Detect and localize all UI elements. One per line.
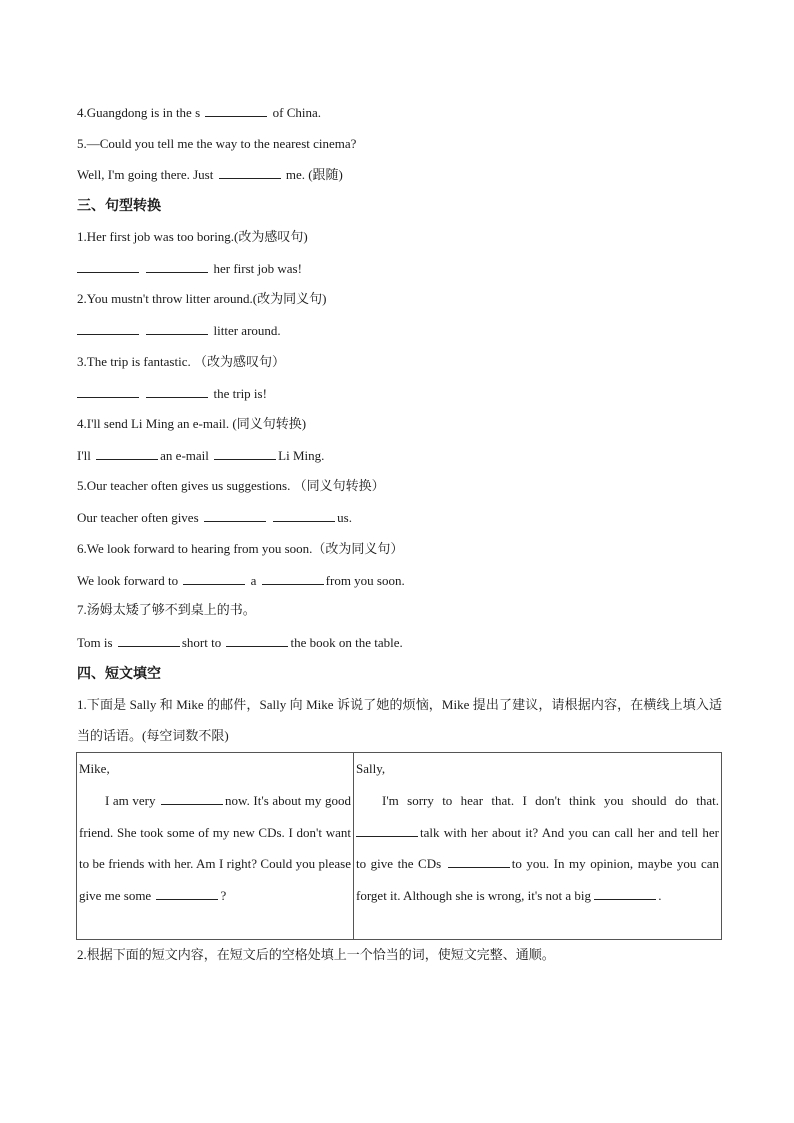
email-text: to you. In my opinion, maybe you can forget it. Although she is wrong, it's not a big — [356, 856, 720, 903]
answer-text: from you soon. — [325, 573, 405, 588]
question-3-4: 4.I'll send Li Ming an e-mail. (同义句转换) — [77, 416, 307, 431]
answer-3-3 — [77, 385, 267, 403]
email-table — [76, 752, 722, 940]
answer-blank[interactable] — [161, 792, 223, 805]
email-mike — [77, 753, 354, 940]
answer-blank[interactable] — [77, 385, 139, 398]
email-greeting: Mike, — [79, 761, 110, 776]
question-3-1: 1.Her first job was too boring.(改为感叹句) — [77, 229, 308, 244]
answer-text: us. — [337, 510, 352, 525]
answer-3-1 — [77, 260, 302, 278]
answer-blank[interactable] — [214, 447, 276, 460]
question-3-5: 5.Our teacher often gives us suggestions. （同义句转换） — [77, 478, 385, 493]
answer-text: Our teacher often gives — [77, 510, 199, 525]
q4-text-after: of China. — [272, 105, 322, 120]
q4-text-before: 4.Guangdong is in the s — [77, 105, 201, 120]
answer-text: a — [250, 573, 257, 588]
q5-answer-before: Well, I'm going there. Just — [77, 167, 214, 182]
email-text: I'm sorry to hear that. I don't think you should do that. — [382, 793, 719, 808]
answer-blank[interactable] — [219, 166, 281, 179]
answer-3-7 — [77, 634, 403, 652]
answer-blank[interactable] — [594, 887, 656, 900]
answer-blank[interactable] — [146, 260, 208, 273]
email-text: talk with her about it? And you can call her and tell her to give the CDs — [356, 824, 719, 871]
answer-text: litter around. — [213, 323, 281, 338]
answer-blank[interactable] — [204, 509, 266, 522]
answer-text: I'll — [77, 448, 91, 463]
question-3-2: 2.You mustn't throw litter around.(改为同义句) — [77, 291, 327, 306]
answer-3-6 — [77, 572, 405, 590]
answer-text: Tom is — [77, 635, 113, 650]
answer-blank[interactable] — [226, 634, 288, 647]
answer-text: short to — [181, 635, 222, 650]
answer-3-4 — [77, 447, 324, 465]
answer-blank[interactable] — [146, 322, 208, 335]
answer-blank[interactable] — [146, 385, 208, 398]
question-3-3: 3.The trip is fantastic. （改为感叹句） — [77, 354, 285, 369]
answer-blank[interactable] — [205, 104, 267, 117]
answer-blank[interactable] — [96, 447, 158, 460]
question-2-4 — [77, 104, 321, 122]
answer-blank[interactable] — [77, 260, 139, 273]
answer-blank[interactable] — [156, 887, 218, 900]
answer-3-2 — [77, 322, 281, 340]
answer-blank[interactable] — [262, 572, 324, 585]
answer-blank[interactable] — [183, 572, 245, 585]
answer-blank[interactable] — [118, 634, 180, 647]
email-text: now. It's about my good friend. She took some of my new CDs. I don't want to be friends with her. Am I right? Could you please give me some — [79, 793, 351, 903]
answer-text: her first job was! — [213, 261, 302, 276]
email-text: ? — [220, 887, 227, 903]
answer-text: the trip is! — [213, 386, 267, 401]
part4-intro: 1.下面是 Sally 和 Mike 的邮件，Sally 向 Mike 诉说了她的烦恼，Mike 提出了建议，请根据内容，在横线上填入适当的话语。(每空词数不限) — [77, 697, 722, 743]
section-heading-4: 四、短文填空 — [77, 666, 161, 682]
q5-answer-after: me. (跟随) — [285, 167, 343, 182]
email-greeting: Sally, — [356, 761, 386, 776]
email-text: . — [658, 887, 662, 903]
question-3-7: 7.汤姆太矮了够不到桌上的书。 — [77, 602, 256, 617]
answer-text: We look forward to — [77, 573, 179, 588]
answer-text: the book on the table. — [290, 635, 403, 650]
answer-text: an e-mail — [160, 448, 209, 463]
answer-text: Li Ming. — [278, 448, 325, 463]
question-2-5 — [77, 135, 356, 153]
question-2-5-answer — [77, 166, 343, 184]
part4-next-intro: 2.根据下面的短文内容，在短文后的空格处填上一个恰当的词，使短文完整、通顺。 — [77, 947, 555, 962]
q5-text: 5.—Could you tell me the way to the nearest cinema? — [77, 136, 357, 151]
answer-blank[interactable] — [448, 855, 510, 868]
section-heading-3: 三、句型转换 — [77, 198, 161, 214]
answer-blank[interactable] — [273, 509, 335, 522]
answer-blank[interactable] — [356, 824, 418, 837]
question-3-6: 6.We look forward to hearing from you soon.（改为同义句） — [77, 541, 404, 556]
email-text: I am very — [105, 793, 156, 808]
email-sally — [354, 753, 722, 940]
answer-3-5 — [77, 509, 352, 527]
answer-blank[interactable] — [77, 322, 139, 335]
